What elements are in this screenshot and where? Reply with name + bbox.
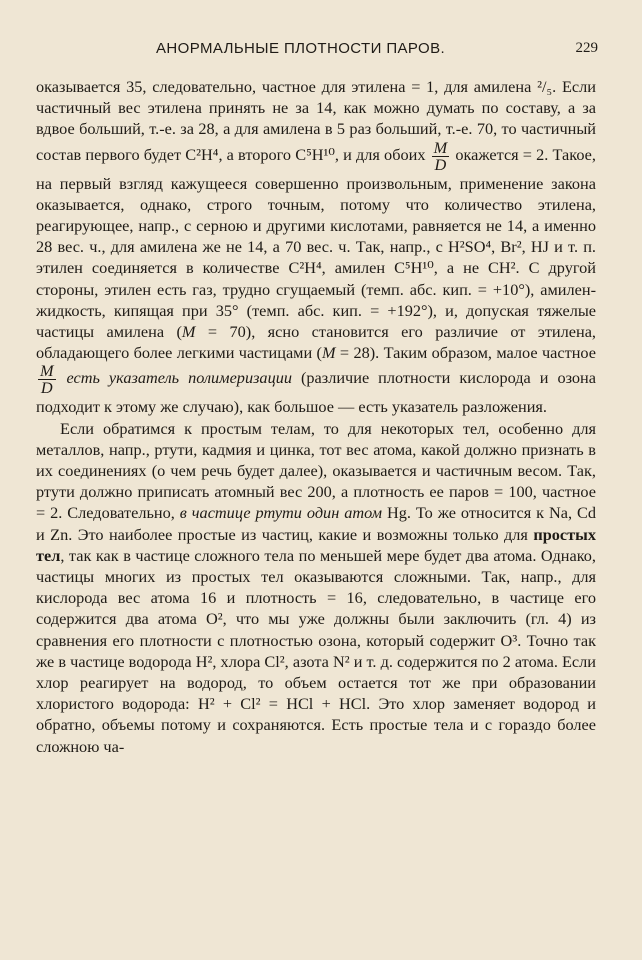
running-title: АНОРМАЛЬНЫЕ ПЛОТНОСТИ ПАРОВ.: [156, 40, 446, 57]
fraction-m-over-d: [432, 137, 450, 174]
p1-fraction-2-5: ²/₅: [537, 77, 553, 96]
p2-text-3: , так как в частице сложного тела по меньшей мере будет два атома. Однако, частицы многих из простых тел оказываются сложными. Так, напр., для кислорода вес атома 16 и плотность = 16, следовательно, в частице его содержится два атома O², что мы уже должны были заключить (гл. 4) из сравнения его плотности с плотностью озона, который содержит O³. Точно так же в частице водорода H², хлора Cl², азота N² и т. д. содержится по 2 атома. Если хлор реагирует на водород, то объем остается тот же при образовании хлористого водорода: H² + Cl² = HCl + HCl. Это хлор заменяет водород и обратно, объемы потому и сохраняются. Есть простые тела и с гораздо более сложною ча-: [36, 545, 596, 756]
p1-text-3: окажется = 2. Такое, на первый взгляд кажущееся совершенно произвольным, применение закона оказывается, однако, строго точным, потому что количество этилена, реагирующее, напр., с серною и другими кислотами, равняется не 14, а именно 28 вес. ч., для амилена же не 14, а 70 вес. ч. Так, напр., с H²SO⁴, Br², HJ и т. п. этилен соединяется в количестве C²H⁴, амилен C⁵H¹⁰, а не CH². С другой стороны, этилен есть газ, трудно сгущаемый (темп. абс. кип. = +10°), амилен-жидкость, кипящая при 35° (темп. абс. кип. = +192°), и, допуская тяжелые частицы амилена (: [36, 144, 596, 342]
fraction-numerator: M: [433, 137, 448, 157]
symbol-m: M: [321, 343, 336, 363]
page-number: 229: [575, 40, 598, 56]
symbol-m: M: [181, 322, 196, 342]
fraction-m-over-d: [38, 363, 56, 396]
p1-text-1: оказывается 35, следовательно, частное для этилена = 1, для амилена: [36, 77, 538, 96]
p2-text-2: Hg. То же относится к Na, Cd и Zn. Это наиболее простые из частиц, какие и возможны только для: [36, 503, 596, 544]
emphasis-mercury-atom: в частице ртути один атом: [179, 503, 383, 523]
running-header: [36, 40, 598, 60]
fraction-denominator: D: [434, 154, 447, 174]
emphasis-polymerization: есть указатель полимеризации: [57, 368, 292, 388]
p1-text-6: (различие плотности кислорода и озона подходит к этому же случаю), как большое — есть указатель разложения.: [36, 368, 596, 417]
bold-simple-bodies: простых тел: [36, 524, 596, 565]
paragraph-1: [36, 76, 596, 418]
p1-text-4: = 70), ясно становится его различие от этилена, обладающего более легкими частицами (: [36, 322, 597, 363]
fraction-denominator: D: [40, 378, 53, 398]
paragraph-2: [36, 418, 596, 757]
p2-text-1: Если обратимся к простым телам, то для некоторых тел, особенно для металлов, напр., ртути, кадмия и цинка, тот вес атома, какой должно признать в их соединениях (о чем речь будет далее), оказывается и частичным весом. Так, ртути должно приписать атомный вес 200, а плотность ее паров = 100, частное = 2. Следовательно,: [36, 418, 596, 523]
p1-text-2: . Если частичный вес этилена принять не за 14, как можно думать по составу, а за вдвое больший, т.-е. за 28, а для амилена в 5 раз больший, т.-е. 70, то частичный состав первого будет C²H⁴, а второго C⁵H¹⁰, и для обоих: [36, 77, 596, 164]
body-text: [36, 76, 596, 757]
fraction-numerator: M: [40, 361, 54, 381]
p1-text-5: = 28). Таким образом, малое частное: [335, 343, 596, 363]
